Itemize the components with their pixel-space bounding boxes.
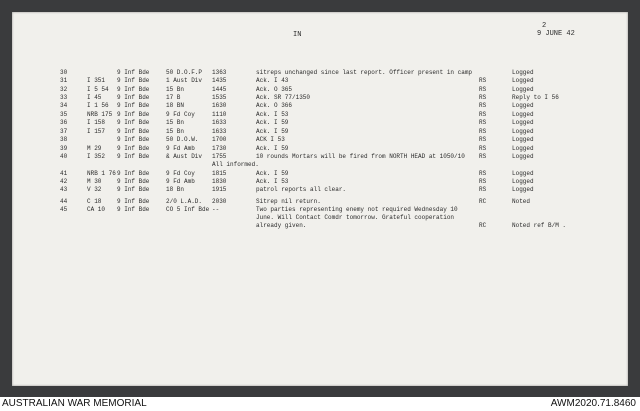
entry-no: 37 (60, 128, 68, 135)
entry-time: 1535 (212, 94, 227, 101)
document-date: 9 JUNE 42 (537, 30, 575, 38)
entry-text: Ack. SR 77/1350 (256, 94, 311, 101)
entry-text: June. Will Contact Comdr tomorrow. Grateful cooperation (256, 214, 455, 221)
entry-no: 34 (60, 102, 68, 109)
entry-no: 38 (60, 136, 68, 143)
entry-to: & Aust Div (166, 153, 203, 160)
entry-code: RS (479, 170, 487, 177)
entry-action: Logged (512, 186, 534, 193)
entry-from: I 158 (87, 119, 106, 126)
entry-code: RS (479, 111, 487, 118)
entry-unit: 9 Inf Bde (117, 136, 150, 143)
entry-no: 41 (60, 170, 68, 177)
entry-unit: 9 Inf Bde (117, 178, 150, 185)
log-entry (12, 101, 628, 110)
entry-no: 44 (60, 198, 68, 205)
entry-code: RS (479, 145, 487, 152)
document-sheet (12, 12, 628, 386)
entry-text: Ack. I 59 (256, 128, 289, 135)
entry-unit: 9 Inf Bde (117, 145, 150, 152)
entry-to: 9 Fd Amb (166, 145, 195, 152)
entry-text: Two parties representing enemy not required Wednesday 10 (256, 206, 458, 213)
entry-time: 1915 (212, 186, 227, 193)
entry-unit: 9 Inf Bde (117, 128, 150, 135)
entry-text: Ack. O 366 (256, 102, 293, 109)
entry-from: V 32 (87, 186, 102, 193)
entry-from: M 29 (87, 145, 102, 152)
entry-no: 45 (60, 206, 68, 213)
entry-code: RS (479, 136, 487, 143)
entry-code: RS (479, 77, 487, 84)
entry-to: 1 Aust Div (166, 77, 203, 84)
entry-no: 35 (60, 111, 68, 118)
entry-to: 50 D.O.W. (166, 136, 199, 143)
entry-time: 1633 (212, 128, 227, 135)
log-entry (12, 135, 628, 144)
entry-action: Logged (512, 69, 534, 76)
entry-unit: 9 Inf Bde (117, 94, 150, 101)
entry-unit: 9 Inf Bde (117, 86, 150, 93)
entry-code: RS (479, 128, 487, 135)
entry-action: Noted ref B/M . (512, 222, 567, 229)
entry-to: 9 Fd Coy (166, 111, 195, 118)
entry-to: 17 B (166, 94, 181, 101)
entry-action: Logged (512, 136, 534, 143)
entry-action: Reply to I 56 (512, 94, 559, 101)
entry-from: I 45 (87, 94, 102, 101)
entry-code: RS (479, 119, 487, 126)
entry-text: Ack. I 53 (256, 178, 289, 185)
entry-text: Ack. I 53 (256, 111, 289, 118)
page-number: 2 (542, 22, 547, 30)
entry-text: Ack. O 365 (256, 86, 293, 93)
entry-to: 2/0 L.A.D. (166, 198, 203, 205)
entry-unit: 9 Inf Bde (117, 69, 150, 76)
accession-number: AWM2020.71.8460 (550, 398, 636, 409)
entry-action: Logged (512, 153, 534, 160)
entry-text: Ack. I 43 (256, 77, 289, 84)
entry-text: Ack. I 59 (256, 119, 289, 126)
entry-to: 50 D.O.F.P (166, 69, 203, 76)
entry-time: 1363 (212, 69, 227, 76)
entry-code: RS (479, 178, 487, 185)
source-label: AUSTRALIAN WAR MEMORIAL (2, 398, 147, 409)
entry-no: 30 (60, 69, 68, 76)
entry-unit: 9 Inf Bde (117, 77, 150, 84)
entry-text: 10 rounds Mortars will be fired from NORTH HEAD at 1050/10 (256, 153, 465, 160)
entry-no: 43 (60, 186, 68, 193)
entry-text: patrol reports all clear. (256, 186, 347, 193)
entry-to: CO 5 Inf Bde (166, 206, 210, 213)
entry-from: I 157 (87, 128, 106, 135)
entry-unit: 9 Inf Bde (117, 119, 150, 126)
entry-code: RS (479, 102, 487, 109)
entry-unit: 9 Inf Bde (117, 111, 150, 118)
entry-action: Logged (512, 77, 534, 84)
entry-code: RS (479, 94, 487, 101)
entry-code: RC (479, 222, 487, 229)
entry-from: NRB 1 76 (87, 170, 116, 177)
log-entry (12, 76, 628, 85)
entry-unit: 9 Inf Bde (117, 198, 150, 205)
entry-action: Logged (512, 102, 534, 109)
entry-code: RS (479, 186, 487, 193)
entry-time: 1633 (212, 119, 227, 126)
entry-time: 1830 (212, 178, 227, 185)
entry-time: 2030 (212, 198, 227, 205)
entry-to: 9 Fd Amb (166, 178, 195, 185)
entry-from: I 1 56 (87, 102, 109, 109)
entry-action: Logged (512, 178, 534, 185)
log-entry (12, 185, 628, 194)
entry-no: 33 (60, 94, 68, 101)
entry-to: 18 BN (166, 102, 185, 109)
entry-text: Sitrep nil return. (256, 198, 321, 205)
entry-unit: 9 Inf Bde (117, 186, 150, 193)
entry-code: RS (479, 153, 487, 160)
entry-from: CA 10 (87, 206, 106, 213)
entry-text: already given. (256, 222, 307, 229)
entry-from: I 351 (87, 77, 106, 84)
entry-action: Logged (512, 128, 534, 135)
entry-time: 1110 (212, 111, 227, 118)
entry-code: RC (479, 198, 487, 205)
entry-action: Logged (512, 119, 534, 126)
entry-from: NRB 175 (87, 111, 113, 118)
entry-no: 42 (60, 178, 68, 185)
log-entry (12, 160, 628, 169)
entry-to: 9 Fd Coy (166, 170, 195, 177)
entry-unit: 9 Inf Bde (117, 170, 150, 177)
entry-no: 39 (60, 145, 68, 152)
entry-time: 1815 (212, 170, 227, 177)
entry-to: 18 Bn (166, 186, 185, 193)
entry-no: 31 (60, 77, 68, 84)
entry-to: 15 Bn (166, 86, 185, 93)
entry-action: Logged (512, 145, 534, 152)
entry-action: Logged (512, 170, 534, 177)
entry-time: All informed. (212, 161, 259, 168)
log-entry (12, 221, 628, 230)
in-label: IN (293, 31, 302, 39)
entry-no: 32 (60, 86, 68, 93)
entry-time: 1445 (212, 86, 227, 93)
entry-unit: 9 Inf Bde (117, 153, 150, 160)
entry-text: Ack. I 59 (256, 170, 289, 177)
entry-time: 1435 (212, 77, 227, 84)
entry-time: 1755 (212, 153, 227, 160)
entry-to: 15 Bn (166, 119, 185, 126)
log-entry (12, 118, 628, 127)
entry-from: I 5 54 (87, 86, 109, 93)
footer-bar (0, 397, 640, 411)
entry-action: Noted (512, 198, 531, 205)
entry-unit: 9 Inf Bde (117, 206, 150, 213)
entry-time: 1700 (212, 136, 227, 143)
entry-unit: 9 Inf Bde (117, 102, 150, 109)
entry-no: 40 (60, 153, 68, 160)
entry-code: RS (479, 86, 487, 93)
entry-text: Ack. I 59 (256, 145, 289, 152)
entry-from: I 352 (87, 153, 106, 160)
entry-action: Logged (512, 86, 534, 93)
entry-to: 15 Bn (166, 128, 185, 135)
entry-from: M 30 (87, 178, 102, 185)
entry-time: -- (212, 206, 220, 213)
entry-from: C 18 (87, 198, 102, 205)
entry-action: Logged (512, 111, 534, 118)
entry-text: sitreps unchanged since last report. Officer present in camp (256, 69, 473, 76)
entry-no: 36 (60, 119, 68, 126)
entry-time: 1630 (212, 102, 227, 109)
entry-text: ACK I 53 (256, 136, 285, 143)
entry-time: 1730 (212, 145, 227, 152)
